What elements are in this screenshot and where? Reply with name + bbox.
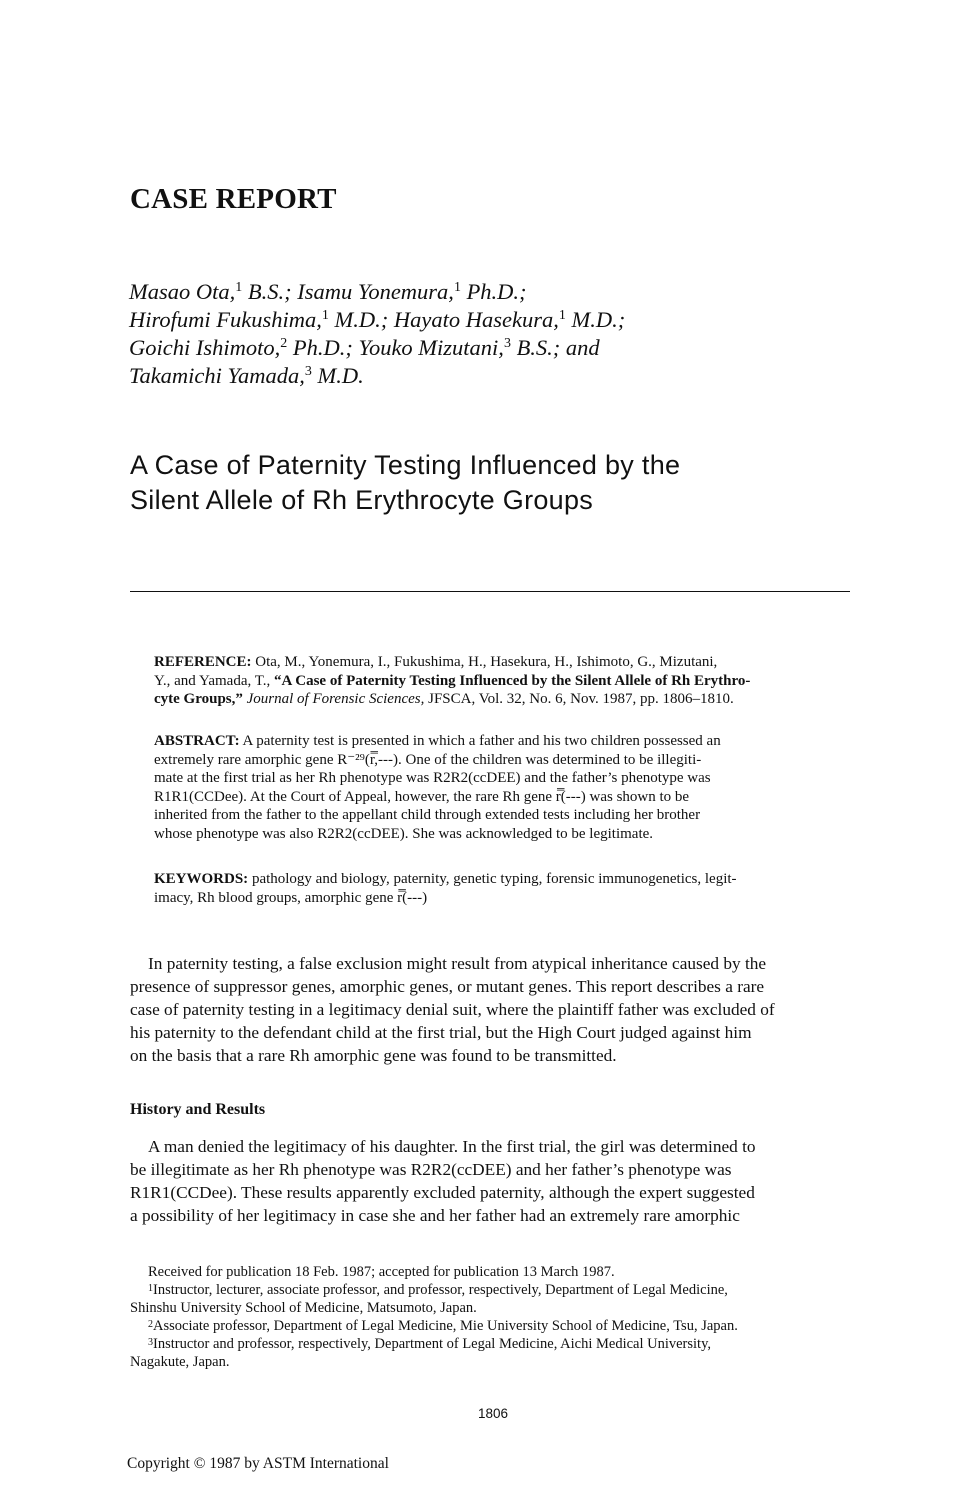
reference-text: JFSCA, Vol. 32, No. 6, Nov. 1987, pp. 1806–1810. [424, 691, 734, 707]
affiliation-mark: 3 [503, 336, 511, 351]
body-line: A man denied the legitimacy of his daughter. In the first trial, the girl was determined to [148, 1137, 756, 1156]
journal-name: Journal of Forensic Sciences, [242, 691, 425, 707]
author-name: Isamu Yonemura, [297, 279, 454, 304]
keywords-block [154, 870, 826, 907]
affiliation-mark: 1 [558, 308, 566, 323]
author-name: Youko Mizutani, [358, 335, 504, 360]
abstract-text: R1R1(CCDee). At the Court of Appeal, however, the rare Rh gene r̿(---) was shown to be [154, 788, 690, 805]
body-line: his paternity to the defendant child at the first trial, but the High Court judged against him [130, 1023, 752, 1042]
reference-text: Ota, M., Yonemura, I., Fukushima, H., Hasekura, H., Ishimoto, G., Mizutani, [251, 654, 718, 670]
reference-text: Y., and Yamada, T., [154, 672, 274, 689]
footnote-mark: 3 [148, 1337, 153, 1348]
abstract-block [154, 732, 826, 843]
reference-article-title: cyte Groups,” [154, 691, 243, 707]
author-name: Hirofumi Fukushima, [129, 307, 322, 332]
footnote-text: Instructor and professor, respectively, Department of Legal Medicine, Aichi Medical University, [153, 1336, 712, 1352]
affiliation-mark: 1 [235, 280, 243, 295]
keywords-text: imacy, Rh blood groups, amorphic gene r̿(---) [154, 889, 428, 906]
abstract-label: ABSTRACT: [154, 733, 240, 749]
author-degree: B.S.; [242, 279, 298, 304]
author-name: Masao Ota, [129, 279, 236, 304]
author-degree: M.D. [311, 363, 364, 388]
author-name: Hayato Hasekura, [393, 307, 559, 332]
abstract-text: extremely rare amorphic gene R⁻²⁹(r̿,---). One of the children was determined to be illegiti- [154, 751, 702, 768]
intro-paragraph [130, 952, 850, 1067]
footnote-mark: 2 [148, 1319, 153, 1330]
footnote-3 [130, 1335, 850, 1353]
abstract-text: mate at the first trial as her Rh phenotype was R2R2(ccDEE) and the father’s phenotype was [154, 770, 711, 786]
author-degree: M.D.; [565, 307, 626, 332]
affiliation-mark: 1 [321, 308, 329, 323]
reference-article-title: “A Case of Paternity Testing Influenced by the Silent Allele of Rh Erythro- [274, 672, 751, 689]
keywords-text: pathology and biology, paternity, genetic typing, forensic immunogenetics, legit- [248, 871, 737, 887]
footnote-text: Nagakute, Japan. [130, 1354, 230, 1370]
author-line [129, 278, 889, 306]
author-degree: M.D.; [328, 307, 394, 332]
author-name: Takamichi Yamada, [129, 363, 305, 388]
abstract-text: whose phenotype was also R2R2(ccDEE). She was acknowledged to be legitimate. [154, 825, 654, 842]
author-degree: Ph.D.; [287, 335, 359, 360]
author-line [129, 334, 889, 362]
body-line: a possibility of her legitimacy in case she and her father had an extremely rare amorphic [130, 1206, 740, 1225]
footnote-text: Instructor, lecturer, associate professor, and professor, respectively, Department of Legal Medicine, [153, 1282, 728, 1298]
abstract-text: inherited from the father to the appellant child through extended tests including her brother [154, 807, 701, 823]
history-paragraph [130, 1135, 850, 1227]
author-degree: Ph.D.; [460, 279, 527, 304]
affiliation-mark: 3 [304, 364, 312, 379]
keywords-label: KEYWORDS: [154, 871, 249, 887]
body-line: In paternity testing, a false exclusion might result from atypical inheritance caused by the [148, 954, 767, 973]
footnote-text: Associate professor, Department of Legal Medicine, Mie University School of Medicine, Tsu, Japan. [153, 1318, 738, 1334]
footnote-mark: 1 [148, 1283, 153, 1294]
footnote-2 [130, 1317, 850, 1335]
footnote-1 [130, 1281, 850, 1299]
section-heading: History and Results [130, 1101, 266, 1118]
section-label: CASE REPORT [130, 183, 337, 215]
title-line: A Case of Paternity Testing Influenced by the [130, 450, 681, 480]
affiliation-mark: 2 [280, 336, 288, 351]
body-line: R1R1(CCDee). These results apparently excluded paternity, although the expert suggested [130, 1183, 755, 1202]
author-line [129, 306, 889, 334]
abstract-text: A paternity test is presented in which a father and his two children possessed an [239, 733, 721, 749]
footnotes [130, 1263, 850, 1371]
author-degree: B.S.; and [510, 335, 600, 360]
paper-title [130, 448, 890, 518]
affiliation-mark: 1 [453, 280, 461, 295]
reference-block [154, 653, 826, 709]
author-list [129, 278, 889, 390]
received-note: Received for publication 18 Feb. 1987; accepted for publication 13 March 1987. [148, 1264, 615, 1280]
author-name: Goichi Ishimoto, [129, 335, 281, 360]
title-line: Silent Allele of Rh Erythrocyte Groups [130, 485, 594, 515]
author-line [129, 362, 889, 390]
body-line: on the basis that a rare Rh amorphic gene was found to be transmitted. [130, 1046, 617, 1065]
title-divider [130, 591, 850, 592]
page-number: 1806 [478, 1406, 509, 1421]
reference-label: REFERENCE: [154, 654, 252, 670]
body-line: be illegitimate as her Rh phenotype was R2R2(ccDEE) and her father’s phenotype was [130, 1160, 732, 1179]
copyright-notice: Copyright © 1987 by ASTM International [127, 1455, 389, 1472]
footnote-text: Shinshu University School of Medicine, Matsumoto, Japan. [130, 1300, 477, 1316]
body-line: case of paternity testing in a legitimacy denial suit, where the plaintiff father was excluded of [130, 1000, 775, 1019]
body-line: presence of suppressor genes, amorphic genes, or mutant genes. This report describes a rare [130, 977, 765, 996]
